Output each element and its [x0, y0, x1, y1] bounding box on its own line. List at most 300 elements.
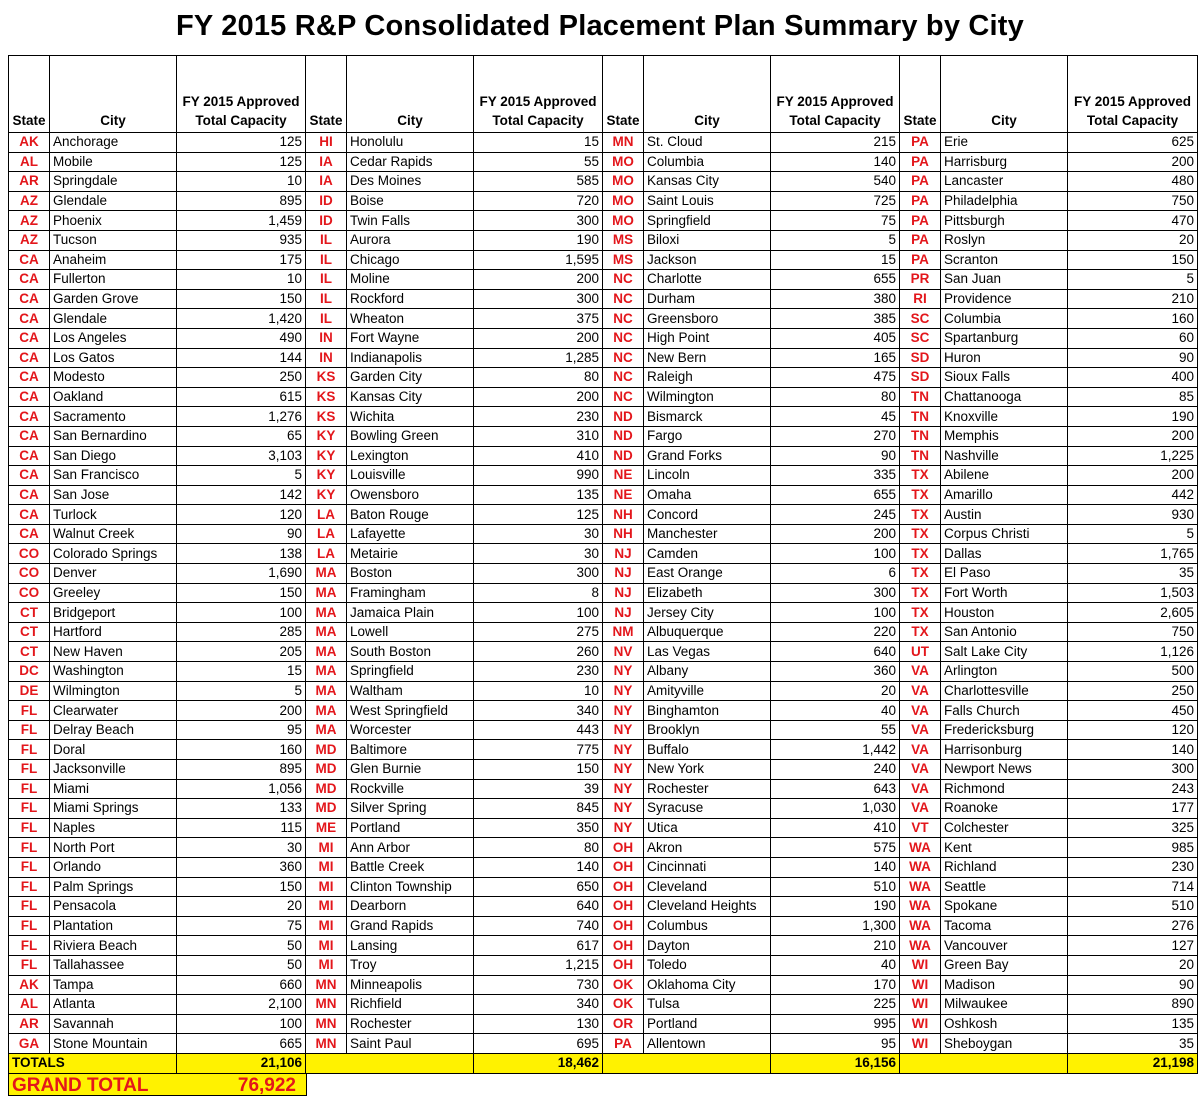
city-cell: Brooklyn [644, 720, 771, 740]
totals-spacer [900, 1053, 1068, 1073]
state-cell: WA [900, 897, 941, 917]
state-cell: TN [900, 407, 941, 427]
city-cell: Kansas City [347, 387, 474, 407]
city-cell: Allentown [644, 1034, 771, 1054]
capacity-cell: 1,285 [474, 348, 603, 368]
state-cell: NY [603, 681, 644, 701]
state-cell: MA [306, 681, 347, 701]
capacity-cell: 300 [474, 211, 603, 231]
city-cell: Moline [347, 270, 474, 290]
state-cell: NJ [603, 544, 644, 564]
city-cell: Lansing [347, 936, 474, 956]
capacity-cell: 1,765 [1068, 544, 1198, 564]
state-cell: NJ [603, 603, 644, 623]
state-cell: FL [9, 760, 50, 780]
capacity-cell: 90 [1068, 975, 1198, 995]
state-cell: MI [306, 897, 347, 917]
state-cell: LA [306, 505, 347, 525]
city-cell: Cedar Rapids [347, 152, 474, 172]
city-cell: Pensacola [50, 897, 177, 917]
city-cell: Los Gatos [50, 348, 177, 368]
table-row [9, 877, 1198, 897]
state-cell: VA [900, 779, 941, 799]
city-cell: Utica [644, 818, 771, 838]
capacity-cell: 20 [1068, 230, 1198, 250]
city-cell: Huron [941, 348, 1068, 368]
capacity-cell: 845 [474, 799, 603, 819]
capacity-cell: 170 [771, 975, 900, 995]
capacity-cell: 165 [771, 348, 900, 368]
city-cell: New Haven [50, 642, 177, 662]
table-row [9, 838, 1198, 858]
capacity-cell: 1,215 [474, 955, 603, 975]
state-cell: NC [603, 387, 644, 407]
state-cell: CA [9, 328, 50, 348]
city-cell: Tallahassee [50, 955, 177, 975]
table-row [9, 955, 1198, 975]
table-row [9, 720, 1198, 740]
city-cell: Nashville [941, 446, 1068, 466]
capacity-cell: 225 [771, 995, 900, 1015]
capacity-cell: 127 [1068, 936, 1198, 956]
capacity-cell: 144 [177, 348, 306, 368]
city-cell: Ann Arbor [347, 838, 474, 858]
state-cell: AZ [9, 211, 50, 231]
capacity-cell: 6 [771, 564, 900, 584]
capacity-cell: 775 [474, 740, 603, 760]
capacity-cell: 35 [1068, 564, 1198, 584]
city-cell: Manchester [644, 524, 771, 544]
city-cell: Wheaton [347, 309, 474, 329]
city-cell: Phoenix [50, 211, 177, 231]
capacity-cell: 442 [1068, 485, 1198, 505]
state-cell: NY [603, 701, 644, 721]
table-row [9, 270, 1198, 290]
capacity-cell: 150 [177, 289, 306, 309]
city-cell: Rochester [347, 1014, 474, 1034]
state-cell: WA [900, 936, 941, 956]
capacity-cell: 276 [1068, 916, 1198, 936]
state-cell: TX [900, 505, 941, 525]
state-cell: CA [9, 446, 50, 466]
city-cell: Kansas City [644, 172, 771, 192]
city-cell: Austin [941, 505, 1068, 525]
table-row [9, 603, 1198, 623]
state-cell: CT [9, 603, 50, 623]
city-cell: Battle Creek [347, 857, 474, 877]
city-cell: Memphis [941, 426, 1068, 446]
table-row [9, 524, 1198, 544]
city-cell: Rochester [644, 779, 771, 799]
capacity-cell: 190 [1068, 407, 1198, 427]
capacity-cell: 640 [474, 897, 603, 917]
capacity-cell: 1,030 [771, 799, 900, 819]
capacity-cell: 140 [1068, 740, 1198, 760]
city-cell: Biloxi [644, 230, 771, 250]
state-cell: KY [306, 446, 347, 466]
capacity-cell: 730 [474, 975, 603, 995]
city-cell: Oklahoma City [644, 975, 771, 995]
state-cell: NJ [603, 583, 644, 603]
state-cell: ND [603, 407, 644, 427]
city-cell: Jamaica Plain [347, 603, 474, 623]
capacity-cell: 150 [1068, 250, 1198, 270]
capacity-cell: 510 [771, 877, 900, 897]
city-cell: Philadelphia [941, 191, 1068, 211]
capacity-cell: 55 [474, 152, 603, 172]
city-cell: Kent [941, 838, 1068, 858]
table-row [9, 426, 1198, 446]
state-cell: MA [306, 720, 347, 740]
capacity-cell: 5 [771, 230, 900, 250]
capacity-cell: 50 [177, 936, 306, 956]
city-cell: Saint Paul [347, 1034, 474, 1054]
state-cell: CA [9, 505, 50, 525]
city-cell: Springfield [644, 211, 771, 231]
state-cell: MA [306, 622, 347, 642]
capacity-cell: 300 [771, 583, 900, 603]
capacity-cell: 740 [474, 916, 603, 936]
city-cell: Fargo [644, 426, 771, 446]
state-cell: AL [9, 995, 50, 1015]
grand-total-box [8, 1074, 307, 1096]
state-cell: NC [603, 328, 644, 348]
city-header: City [347, 56, 474, 133]
city-cell: San Bernardino [50, 426, 177, 446]
state-cell: FL [9, 936, 50, 956]
state-cell: MN [306, 975, 347, 995]
table-row [9, 250, 1198, 270]
capacity-cell: 725 [771, 191, 900, 211]
city-cell: Chattanooga [941, 387, 1068, 407]
city-cell: Richland [941, 857, 1068, 877]
city-cell: Vancouver [941, 936, 1068, 956]
capacity-cell: 8 [474, 583, 603, 603]
city-cell: Jacksonville [50, 760, 177, 780]
capacity-cell: 655 [771, 270, 900, 290]
city-cell: Clearwater [50, 701, 177, 721]
city-cell: Las Vegas [644, 642, 771, 662]
state-cell: VA [900, 740, 941, 760]
state-cell: WA [900, 877, 941, 897]
capacity-cell: 240 [771, 760, 900, 780]
state-cell: AR [9, 1014, 50, 1034]
state-cell: MN [306, 995, 347, 1015]
capacity-cell: 243 [1068, 779, 1198, 799]
city-cell: Denver [50, 564, 177, 584]
city-cell: Binghamton [644, 701, 771, 721]
state-cell: CA [9, 309, 50, 329]
city-cell: Fort Worth [941, 583, 1068, 603]
capacity-cell: 100 [474, 603, 603, 623]
capacity-header: FY 2015 Approved Total Capacity [474, 56, 603, 133]
state-cell: KS [306, 368, 347, 388]
capacity-cell: 80 [474, 368, 603, 388]
state-cell: NC [603, 309, 644, 329]
city-cell: Salt Lake City [941, 642, 1068, 662]
city-cell: Greeley [50, 583, 177, 603]
city-cell: Sacramento [50, 407, 177, 427]
capacity-cell: 665 [177, 1034, 306, 1054]
capacity-cell: 200 [474, 270, 603, 290]
state-cell: MS [603, 230, 644, 250]
capacity-cell: 65 [177, 426, 306, 446]
city-cell: San Diego [50, 446, 177, 466]
capacity-cell: 895 [177, 760, 306, 780]
capacity-cell: 220 [771, 622, 900, 642]
state-cell: CA [9, 270, 50, 290]
state-cell: NY [603, 760, 644, 780]
city-cell: Owensboro [347, 485, 474, 505]
table-row [9, 407, 1198, 427]
city-cell: St. Cloud [644, 133, 771, 153]
table-row [9, 211, 1198, 231]
city-header: City [941, 56, 1068, 133]
city-cell: Sioux Falls [941, 368, 1068, 388]
state-cell: KY [306, 485, 347, 505]
city-cell: Omaha [644, 485, 771, 505]
state-cell: CO [9, 564, 50, 584]
state-cell: FL [9, 838, 50, 858]
state-cell: IL [306, 270, 347, 290]
state-header: State [900, 56, 941, 133]
state-cell: PR [900, 270, 941, 290]
city-cell: Spokane [941, 897, 1068, 917]
capacity-cell: 205 [177, 642, 306, 662]
city-cell: Lafayette [347, 524, 474, 544]
state-cell: MO [603, 191, 644, 211]
state-cell: IL [306, 250, 347, 270]
capacity-cell: 1,503 [1068, 583, 1198, 603]
capacity-cell: 310 [474, 426, 603, 446]
city-cell: Greensboro [644, 309, 771, 329]
table-row [9, 485, 1198, 505]
capacity-cell: 90 [1068, 348, 1198, 368]
city-cell: Mobile [50, 152, 177, 172]
city-cell: Boston [347, 564, 474, 584]
state-cell: OH [603, 936, 644, 956]
city-cell: Indianapolis [347, 348, 474, 368]
capacity-cell: 55 [771, 720, 900, 740]
city-cell: Richmond [941, 779, 1068, 799]
city-cell: Roanoke [941, 799, 1068, 819]
state-cell: MO [603, 152, 644, 172]
state-cell: FL [9, 799, 50, 819]
state-cell: NH [603, 524, 644, 544]
city-cell: Toledo [644, 955, 771, 975]
capacity-cell: 190 [474, 230, 603, 250]
capacity-cell: 615 [177, 387, 306, 407]
capacity-cell: 5 [177, 466, 306, 486]
state-cell: FL [9, 916, 50, 936]
capacity-cell: 1,459 [177, 211, 306, 231]
city-cell: Portland [644, 1014, 771, 1034]
state-cell: SC [900, 309, 941, 329]
table-row [9, 368, 1198, 388]
capacity-cell: 285 [177, 622, 306, 642]
city-cell: Stone Mountain [50, 1034, 177, 1054]
state-cell: ND [603, 446, 644, 466]
city-cell: El Paso [941, 564, 1068, 584]
city-cell: Baton Rouge [347, 505, 474, 525]
city-cell: Camden [644, 544, 771, 564]
capacity-cell: 138 [177, 544, 306, 564]
capacity-cell: 200 [474, 328, 603, 348]
capacity-header: FY 2015 Approved Total Capacity [771, 56, 900, 133]
city-cell: Tulsa [644, 995, 771, 1015]
capacity-cell: 300 [474, 564, 603, 584]
state-cell: TN [900, 387, 941, 407]
state-cell: DE [9, 681, 50, 701]
capacity-cell: 1,126 [1068, 642, 1198, 662]
state-cell: AL [9, 152, 50, 172]
city-cell: Providence [941, 289, 1068, 309]
capacity-cell: 160 [177, 740, 306, 760]
capacity-cell: 200 [771, 524, 900, 544]
state-cell: CA [9, 426, 50, 446]
state-cell: OH [603, 857, 644, 877]
state-cell: PA [900, 230, 941, 250]
capacity-cell: 300 [474, 289, 603, 309]
state-cell: HI [306, 133, 347, 153]
capacity-cell: 340 [474, 701, 603, 721]
capacity-cell: 617 [474, 936, 603, 956]
city-cell: Abilene [941, 466, 1068, 486]
capacity-cell: 325 [1068, 818, 1198, 838]
table-row [9, 818, 1198, 838]
state-cell: MS [603, 250, 644, 270]
table-body [9, 133, 1198, 1074]
capacity-cell: 90 [177, 524, 306, 544]
state-cell: PA [900, 250, 941, 270]
city-cell: Wilmington [644, 387, 771, 407]
state-cell: FL [9, 701, 50, 721]
state-cell: KY [306, 466, 347, 486]
capacity-cell: 720 [474, 191, 603, 211]
state-cell: OH [603, 897, 644, 917]
state-cell: OH [603, 916, 644, 936]
state-cell: CA [9, 289, 50, 309]
capacity-cell: 40 [771, 701, 900, 721]
city-cell: Delray Beach [50, 720, 177, 740]
city-cell: Dallas [941, 544, 1068, 564]
state-cell: IL [306, 309, 347, 329]
city-cell: Columbus [644, 916, 771, 936]
city-cell: Modesto [50, 368, 177, 388]
city-cell: Doral [50, 740, 177, 760]
state-cell: NC [603, 289, 644, 309]
city-cell: Chicago [347, 250, 474, 270]
state-cell: NM [603, 622, 644, 642]
table-row [9, 505, 1198, 525]
capacity-cell: 935 [177, 230, 306, 250]
table-row [9, 387, 1198, 407]
capacity-cell: 1,442 [771, 740, 900, 760]
state-cell: TN [900, 446, 941, 466]
city-cell: Garden City [347, 368, 474, 388]
capacity-cell: 80 [474, 838, 603, 858]
city-cell: Sheboygan [941, 1034, 1068, 1054]
city-cell: East Orange [644, 564, 771, 584]
city-cell: Rockville [347, 779, 474, 799]
capacity-cell: 995 [771, 1014, 900, 1034]
state-header: State [9, 56, 50, 133]
state-cell: OH [603, 955, 644, 975]
city-cell: Madison [941, 975, 1068, 995]
capacity-cell: 15 [771, 250, 900, 270]
state-cell: VA [900, 760, 941, 780]
capacity-cell: 10 [177, 270, 306, 290]
city-cell: Wilmington [50, 681, 177, 701]
table-row [9, 348, 1198, 368]
header-row [9, 56, 1198, 133]
state-cell: MN [306, 1014, 347, 1034]
capacity-cell: 985 [1068, 838, 1198, 858]
table-row [9, 681, 1198, 701]
capacity-cell: 400 [1068, 368, 1198, 388]
capacity-cell: 540 [771, 172, 900, 192]
city-cell: Portland [347, 818, 474, 838]
capacity-cell: 15 [474, 133, 603, 153]
table-row [9, 289, 1198, 309]
city-cell: Grand Rapids [347, 916, 474, 936]
table-row [9, 446, 1198, 466]
city-cell: San Francisco [50, 466, 177, 486]
capacity-cell: 990 [474, 466, 603, 486]
state-cell: ID [306, 191, 347, 211]
table-row [9, 152, 1198, 172]
state-cell: CA [9, 466, 50, 486]
state-cell: WI [900, 975, 941, 995]
state-cell: TX [900, 603, 941, 623]
city-cell: Los Angeles [50, 328, 177, 348]
table-row [9, 897, 1198, 917]
state-cell: MA [306, 603, 347, 623]
table-row [9, 936, 1198, 956]
capacity-cell: 115 [177, 818, 306, 838]
city-cell: Fredericksburg [941, 720, 1068, 740]
state-cell: PA [900, 211, 941, 231]
state-cell: KS [306, 387, 347, 407]
city-cell: North Port [50, 838, 177, 858]
table-row [9, 191, 1198, 211]
table-row [9, 564, 1198, 584]
city-cell: Lancaster [941, 172, 1068, 192]
state-cell: NJ [603, 564, 644, 584]
city-cell: Turlock [50, 505, 177, 525]
capacity-cell: 500 [1068, 662, 1198, 682]
capacity-cell: 125 [177, 133, 306, 153]
state-cell: FL [9, 740, 50, 760]
city-cell: Dearborn [347, 897, 474, 917]
capacity-cell: 120 [177, 505, 306, 525]
city-cell: Minneapolis [347, 975, 474, 995]
state-cell: NC [603, 270, 644, 290]
city-cell: Albany [644, 662, 771, 682]
table-row [9, 975, 1198, 995]
capacity-cell: 150 [474, 760, 603, 780]
city-cell: Washington [50, 662, 177, 682]
city-cell: Savannah [50, 1014, 177, 1034]
state-cell: VA [900, 720, 941, 740]
capacity-cell: 375 [474, 309, 603, 329]
state-cell: FL [9, 955, 50, 975]
capacity-cell: 100 [177, 1014, 306, 1034]
capacity-cell: 210 [771, 936, 900, 956]
city-cell: Knoxville [941, 407, 1068, 427]
totals-row [9, 1053, 1198, 1073]
capacity-cell: 410 [771, 818, 900, 838]
